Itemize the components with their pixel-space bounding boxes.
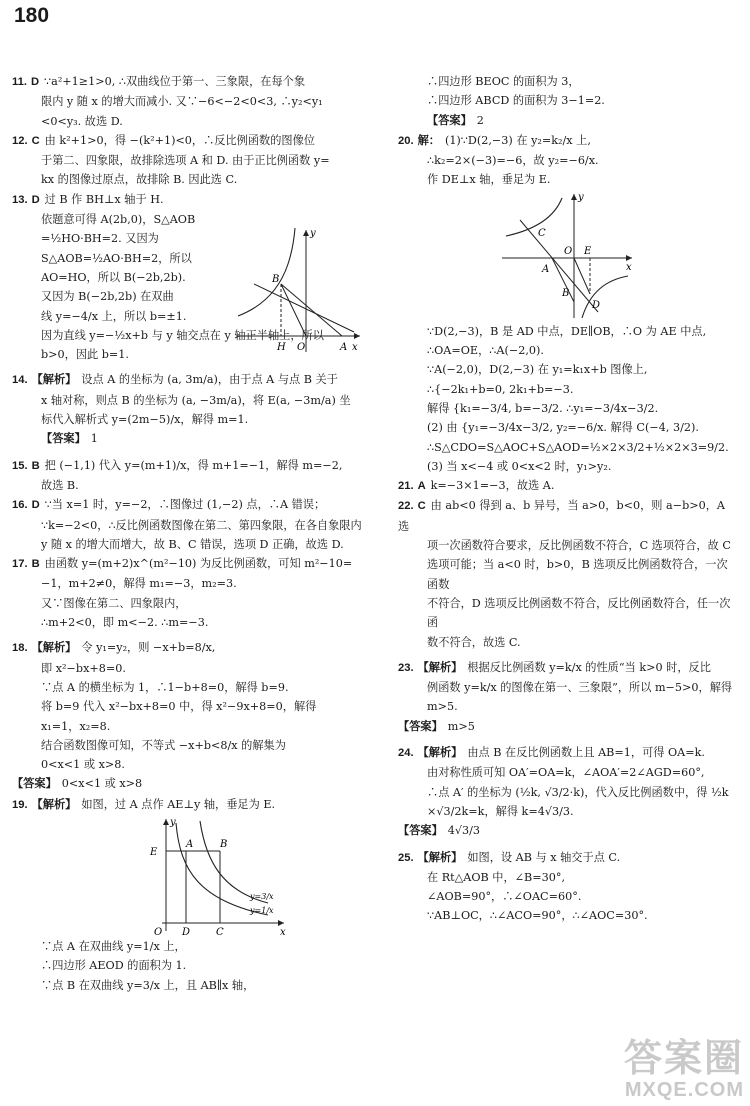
label-a: A xyxy=(340,341,348,353)
label-b: B xyxy=(562,287,570,299)
item-23: 23. 【解析】 根据反比例函数 y=k/x 的性质“当 k>0 时，反比 例函数 y=k/x 的图像在第一、三象限”，所以 m−5>0，解得 m>5. 【答案】 m>5 xyxy=(398,660,733,733)
label-y: y xyxy=(310,227,316,239)
item-16: 16. D ∵当 x=1 时，y=−2，∴图像过 (1,−2) 点，∴A 错误； ∵k=−2<0，∴反比例函数图像在第二、第四象限，在各自象限内 y 随 x 的增大而增大，故 B、C 错误，选项 D 正确，故选 D. xyxy=(12,498,362,551)
label-d: D xyxy=(592,299,601,311)
label-x: x xyxy=(626,261,632,273)
line-ab xyxy=(254,284,354,332)
item-15: 15. B 把 (−1,1) 代入 y=(m+1)/x，得 m+1=−1，解得 m=−2, 故选 B. xyxy=(12,458,343,492)
label-o: O xyxy=(154,926,163,937)
label-o: O xyxy=(297,341,306,353)
item-17: 17. B 由函数 y=(m+2)x^(m²−10) 为反比例函数，可知 m²−10= −1，m+2≠0，解得 m₁=−3，m₂=3. 又∵图像在第二、四象限内， ∴m+2<0，即 m<−2. ∴m=−3. xyxy=(12,557,353,630)
item-21: 21. A k=−3×1=−3，故选 A. xyxy=(398,479,555,493)
item-22: 22. C 由 ab<0 得到 a、b 异号，当 a>0，b<0，则 a−b>0，A 选 项一次函数符合要求，反比例函数不符合，C 选项符合，故 C 选项可能；当 a<0 时，b>0，B 选项反比例函数符合，一次函数 不符合，D 选项反比例函数不符合，反比例函数符合，任一次函 数不符合，故选 C. xyxy=(398,499,731,649)
item-13: 13. D 过 B 作 BH⊥x 轴于 H. 依题意可得 A(2b,0)，S△AOB =½HO·BH=2. 又因为 S△AOB=½AO·BH=2，所以 AO=HO，所以 B(−2b,2b). 又因为 B(−2b,2b) 在双曲 线 y=−4/x 上，所以 b=±1. 因为直线 y=−½x+b 与 y 轴交点在 y 轴正半轴上，所以 b>0，因此 b=1. x y B H O A xyxy=(12,190,378,365)
line-od xyxy=(574,258,590,294)
label-a: A xyxy=(542,263,550,275)
label-e: E xyxy=(150,846,158,858)
item-25: 25. 【解析】 如图，设 AB 与 x 轴交于点 C. 在 Rt△AOB 中，∠B=30°, ∠AOB=90°，∴∠OAC=60°. ∵AB⊥OC，∴∠ACO=90°，∴∠AOC=30°. xyxy=(398,850,648,923)
item-12: 12. C 由 k²+1>0，得 −(k²+1)<0，∴反比例函数的图像位 于第二、四象限，故排除选项 A 和 D. 由于正比例函数 y= kx 的图像过原点，故排除 B. 因此选 C. xyxy=(12,133,330,187)
label-y: y xyxy=(578,191,584,203)
watermark-logo: 答案圈 xyxy=(623,1038,744,1080)
label-curve-3: y=3/x xyxy=(250,891,274,901)
label-b: B xyxy=(272,273,280,285)
label-a: A xyxy=(186,838,194,850)
label-d: D xyxy=(182,926,191,937)
x-arrow-icon xyxy=(626,255,632,261)
line-bo xyxy=(281,284,306,336)
line-ba xyxy=(281,284,342,336)
label-o: O xyxy=(564,245,573,257)
y-arrow-icon xyxy=(163,819,169,825)
figure-20 xyxy=(498,190,638,322)
y-arrow-icon xyxy=(571,194,577,200)
watermark xyxy=(624,1039,744,1102)
curve-y-3-over-x xyxy=(200,821,268,903)
label-c: C xyxy=(216,926,224,937)
label-e: E xyxy=(584,245,592,257)
figure-13 xyxy=(234,224,364,356)
item-24: 24. 【解析】 由点 B 在反比例函数上且 AB=1，可得 OA=k. 由对称性质可知 OA′=OA=k，∠AOA′=2∠AGD=60°, ∴点 A′ 的坐标为 (½k, √3/2·k)，代入反比例函数中，得 ½k ×√3/2k=k，解得 k=4√3/3. 【答案】 4√3/3 xyxy=(398,746,729,838)
item-19-continued: ∴四边形 BEOC 的面积为 3， ∴四边形 ABCD 的面积为 3−1=2. 【答案】 2 xyxy=(427,75,605,127)
hyperbola-upper-branch xyxy=(506,198,562,236)
y-arrow-icon xyxy=(303,230,309,236)
item-20: 20. 解： (1)∵D(2,−3) 在 y₂=k₂/x 上, ∴k₂=2×(−3)=−6，故 y₂=−6/x. 作 DE⊥x 轴，垂足为 E. C O E A B D x y ∵D(2,−3)，B 是 AD 中点，DE∥OB，∴O 为 AE 中点, ∴OA=OE，∴A(−2,0). ∵A(−2,0)，D(2,−3) 在 y₁=k₁x+b 图像上, ∴{−2k₁+b=0, 2k₁+b=−3. 解得 {k₁=−3/4, b=−3/2. ∴y₁=−3/4x−3/2. (2) 由 {y₁=−3/4x−3/2, y₂=−6/x. 解得 C(−4, 3/2). ∴S△CDO=S△AOC+S△AOD=½×2×3/2+½×2×3=9/2. (3) 当 x<−4 或 0<x<2 时，y₁>y₂. xyxy=(398,133,729,473)
label-h: H xyxy=(277,341,286,353)
x-arrow-icon xyxy=(278,920,284,926)
item-14: 14. 【解析】 设点 A 的坐标为 (a, 3m/a)，由于点 A 与点 B 关于 x 轴对称，则点 B 的坐标为 (a, −3m/a)，将 E(a, −3m/a) 坐 标代入解析式 y=(2m−5)/x，解得 m=1. 【答案】 1 xyxy=(12,373,351,446)
page-number: 180 xyxy=(14,4,50,27)
label-b: B xyxy=(220,838,228,850)
item-19: 19. 【解析】 如图，过 A 点作 AE⊥y 轴，垂足为 E. E A B O D C x y y=3/x y=1/x ∵点 A 在双曲线 y=1/x 上， ∴四边形 AEOD 的面积为 1. ∵点 B 在双曲线 y=3/x 上，且 AB∥x 轴， xyxy=(12,795,378,995)
hyperbola-curve xyxy=(238,228,295,316)
label-c: C xyxy=(538,227,546,239)
line-cd xyxy=(520,220,601,312)
left-column xyxy=(12,72,378,995)
curve-y-1-over-x xyxy=(176,823,268,915)
watermark-url: MXQE.COM xyxy=(624,1079,744,1101)
right-column xyxy=(398,72,736,926)
item-18: 18. 【解析】 令 y₁=y₂，则 −x+b=8/x, 即 x²−bx+8=0. ∵点 A 的横坐标为 1，∴1−b+8=0，解得 b=9. 将 b=9 代入 x²−bx+8=0 中，得 x²−9x+8=0，解得 x₁=1，x₂=8. 结合函数图像可知，不等式 −x+b<8/x 的解集为 0<x<1 或 x>8. 【答案】 0<x<1 或 x>8 xyxy=(12,641,317,791)
label-x: x xyxy=(352,341,358,353)
hyperbola-lower-branch xyxy=(582,276,628,318)
label-y: y xyxy=(170,816,176,828)
label-curve-1: y=1/x xyxy=(250,905,274,915)
figure-19 xyxy=(140,815,290,937)
label-x: x xyxy=(280,926,286,937)
item-11: 11. D ∵a²+1≥1>0, ∴双曲线位于第一、三象限，在每个象 限内 y 随 x 的增大而减小. 又∵−6<−2<0<3, ∴y₂<y₁ <0<y₃. 故选 D. xyxy=(12,75,323,128)
x-arrow-icon xyxy=(354,333,360,339)
